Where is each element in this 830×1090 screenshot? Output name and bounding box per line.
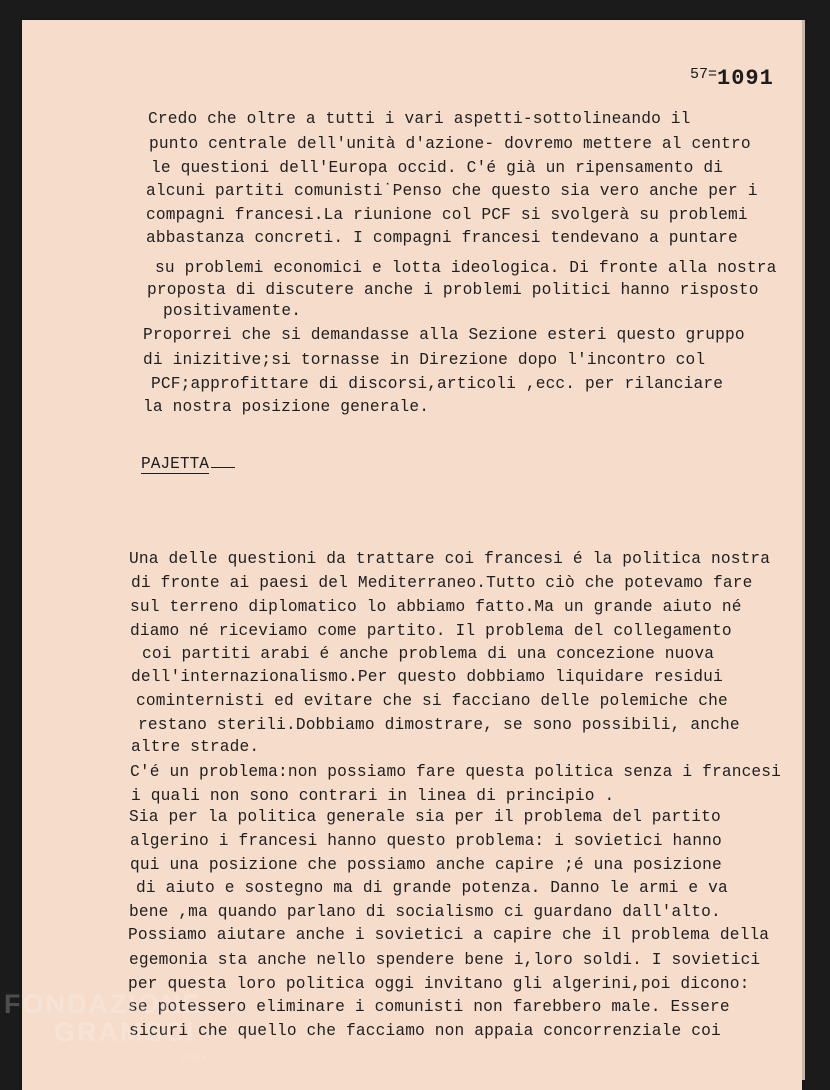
text-line: compagni francesi.La riunione col PCF si svolgerà su problemi — [146, 206, 748, 224]
text-line: cominternisti ed evitare che si facciano delle polemiche che — [136, 692, 728, 710]
text-line: su problemi economici e lotta ideologica. Di fronte alla nostra — [155, 259, 777, 277]
text-line: punto centrale dell'unità d'azione- dovremo mettere al centro — [149, 135, 751, 153]
text-line: i quali non sono contrari in linea di principio . — [131, 787, 615, 805]
text-line: egemonia sta anche nello spendere bene i,loro soldi. I sovietici — [129, 951, 761, 969]
text-line: se potessero eliminare i comunisti non farebbero male. Essere — [128, 998, 730, 1016]
text-line: positivamente. — [163, 302, 302, 320]
text-line: altre strade. — [131, 738, 260, 756]
watermark-line2: GRAMSCI — [54, 1017, 196, 1047]
text-line: di aiuto e sostegno ma di grande potenza. Danno le armi e va — [136, 879, 728, 897]
speaker-heading — [141, 455, 235, 473]
text-line: proposta di discutere anche i problemi politici hanno risposto — [147, 281, 759, 299]
text-line: C'é un problema:non possiamo fare questa politica senza i francesi — [130, 763, 782, 781]
text-line: la nostra posizione generale. — [143, 398, 430, 416]
text-line: per questa loro politica oggi invitano gli algerini,poi dicono: — [128, 975, 750, 993]
text-line: qui una posizione che possiamo anche capire ;é una posizione — [130, 856, 722, 874]
text-line: Una delle questioni da trattare coi francesi é la politica nostra — [129, 550, 771, 568]
text-line: sicuri che quello che facciamo non appaia concorrenziale coi — [129, 1022, 721, 1040]
page-edge — [802, 20, 805, 1080]
text-line: Credo che oltre a tutti i vari aspetti-sottolineando il — [148, 110, 691, 128]
speaker-name: PAJETTA — [141, 455, 209, 473]
text-line: sul terreno diplomatico lo abbiamo fatto.Ma un grande aiuto né — [130, 598, 742, 616]
text-line: diamo né riceviamo come partito. Il problema del collegamento — [130, 622, 732, 640]
page-number-prefix: 57= — [690, 66, 718, 83]
text-line: coi partiti arabi é anche problema di una concezione nuova — [142, 645, 715, 663]
text-line: Possiamo aiutare anche i sovietici a capire che il problema della — [128, 926, 770, 944]
text-line: Sia per la politica generale sia per il problema del partito — [129, 808, 721, 826]
text-line: PCF;approfittare di discorsi,articoli ,ecc. per rilanciare — [151, 375, 724, 393]
page-number — [690, 66, 774, 91]
text-line: Proporrei che si demandasse alla Sezione esteri questo gruppo — [143, 326, 745, 344]
heading-underline — [211, 467, 235, 468]
watermark-logo — [4, 990, 207, 1070]
text-line: algerino i francesi hanno questo problema: i sovietici hanno — [130, 832, 722, 850]
page-number-value: 1091 — [717, 66, 774, 91]
watermark-line1: FONDAZIONE — [4, 989, 203, 1019]
watermark-sub: onlus — [180, 1051, 207, 1061]
text-line: alcuni partiti comunisti˙Penso che questo sia vero anche per i — [146, 182, 758, 200]
text-line: di fronte ai paesi del Mediterraneo.Tutto ciò che potevamo fare — [131, 574, 753, 592]
text-line: dell'internazionalismo.Per questo dobbiamo liquidare residui — [131, 668, 723, 686]
text-line: restano sterili.Dobbiamo dimostrare, se sono possibili, anche — [138, 716, 740, 734]
text-line: bene ,ma quando parlano di socialismo ci guardano dall'alto. — [129, 903, 721, 921]
text-line: abbastanza concreti. I compagni francesi tendevano a puntare — [146, 229, 738, 247]
text-line: di inizitive;si tornasse in Direzione dopo l'incontro col — [143, 351, 706, 369]
text-line: le questioni dell'Europa occid. C'é già un ripensamento di — [151, 159, 724, 177]
